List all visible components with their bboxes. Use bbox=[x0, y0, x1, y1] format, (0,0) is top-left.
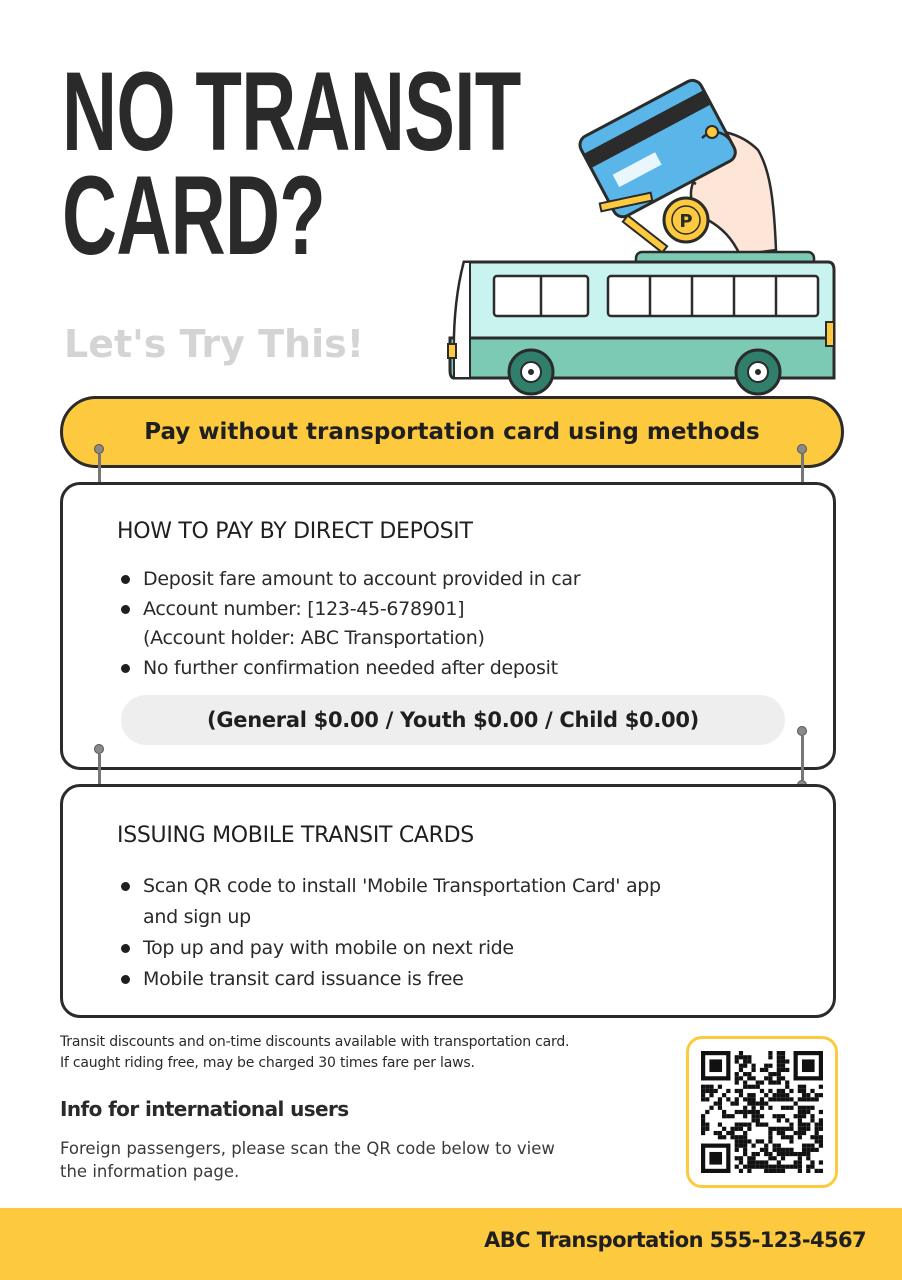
mobile-cards-list bbox=[119, 871, 661, 995]
subtitle: Let's Try This! bbox=[64, 322, 365, 366]
qr-code-icon bbox=[701, 1051, 823, 1173]
mobile-cards-heading: ISSUING MOBILE TRANSIT CARDS bbox=[117, 823, 474, 848]
bullet-icon bbox=[121, 975, 130, 984]
list-item: Scan QR code to install 'Mobile Transportation Card' app and sign up bbox=[119, 871, 661, 933]
international-heading: Info for international users bbox=[60, 1097, 349, 1121]
fine-print-line: If caught riding free, may be charged 30 times fare per laws. bbox=[60, 1055, 475, 1071]
bus-icon bbox=[448, 252, 834, 394]
bullet-icon bbox=[121, 605, 130, 614]
bullet-icon bbox=[121, 882, 130, 891]
footer-bar bbox=[0, 1208, 902, 1280]
direct-deposit-heading: HOW TO PAY BY DIRECT DEPOSIT bbox=[117, 519, 473, 544]
fine-print-line: Transit discounts and on-time discounts available with transportation card. bbox=[60, 1034, 570, 1050]
mobile-cards-panel bbox=[60, 784, 836, 1018]
fare-pill: (General $0.00 / Youth $0.00 / Child $0.00) bbox=[121, 695, 785, 745]
title-line-1: NO TRANSIT bbox=[62, 49, 521, 174]
direct-deposit-list bbox=[119, 565, 580, 683]
qr-code[interactable] bbox=[686, 1036, 838, 1188]
list-item: No further confirmation needed after deposit bbox=[119, 654, 580, 684]
list-item: Deposit fare amount to account provided in car bbox=[119, 565, 580, 595]
footer-contact: ABC Transportation 555-123-4567 bbox=[484, 1228, 866, 1252]
list-item: Account number: [123-45-678901] (Account holder: ABC Transportation) bbox=[119, 595, 580, 654]
direct-deposit-panel bbox=[60, 482, 836, 770]
hanger-ring bbox=[797, 726, 807, 790]
bullet-icon bbox=[121, 944, 130, 953]
bullet-icon bbox=[121, 575, 130, 584]
international-text: Foreign passengers, please scan the QR code below to view the information page. bbox=[60, 1139, 555, 1181]
bus-payment-illustration bbox=[440, 60, 840, 400]
fine-print bbox=[60, 1032, 569, 1074]
coin-label: P bbox=[679, 211, 693, 232]
title-line-2: CARD? bbox=[62, 153, 326, 278]
banner-text: Pay without transportation card using methods bbox=[144, 419, 760, 445]
list-item: Top up and pay with mobile on next ride bbox=[119, 933, 661, 964]
bullet-icon bbox=[121, 664, 130, 673]
list-item: Mobile transit card issuance is free bbox=[119, 964, 661, 995]
coin-icon bbox=[664, 198, 708, 242]
banner bbox=[60, 396, 844, 468]
